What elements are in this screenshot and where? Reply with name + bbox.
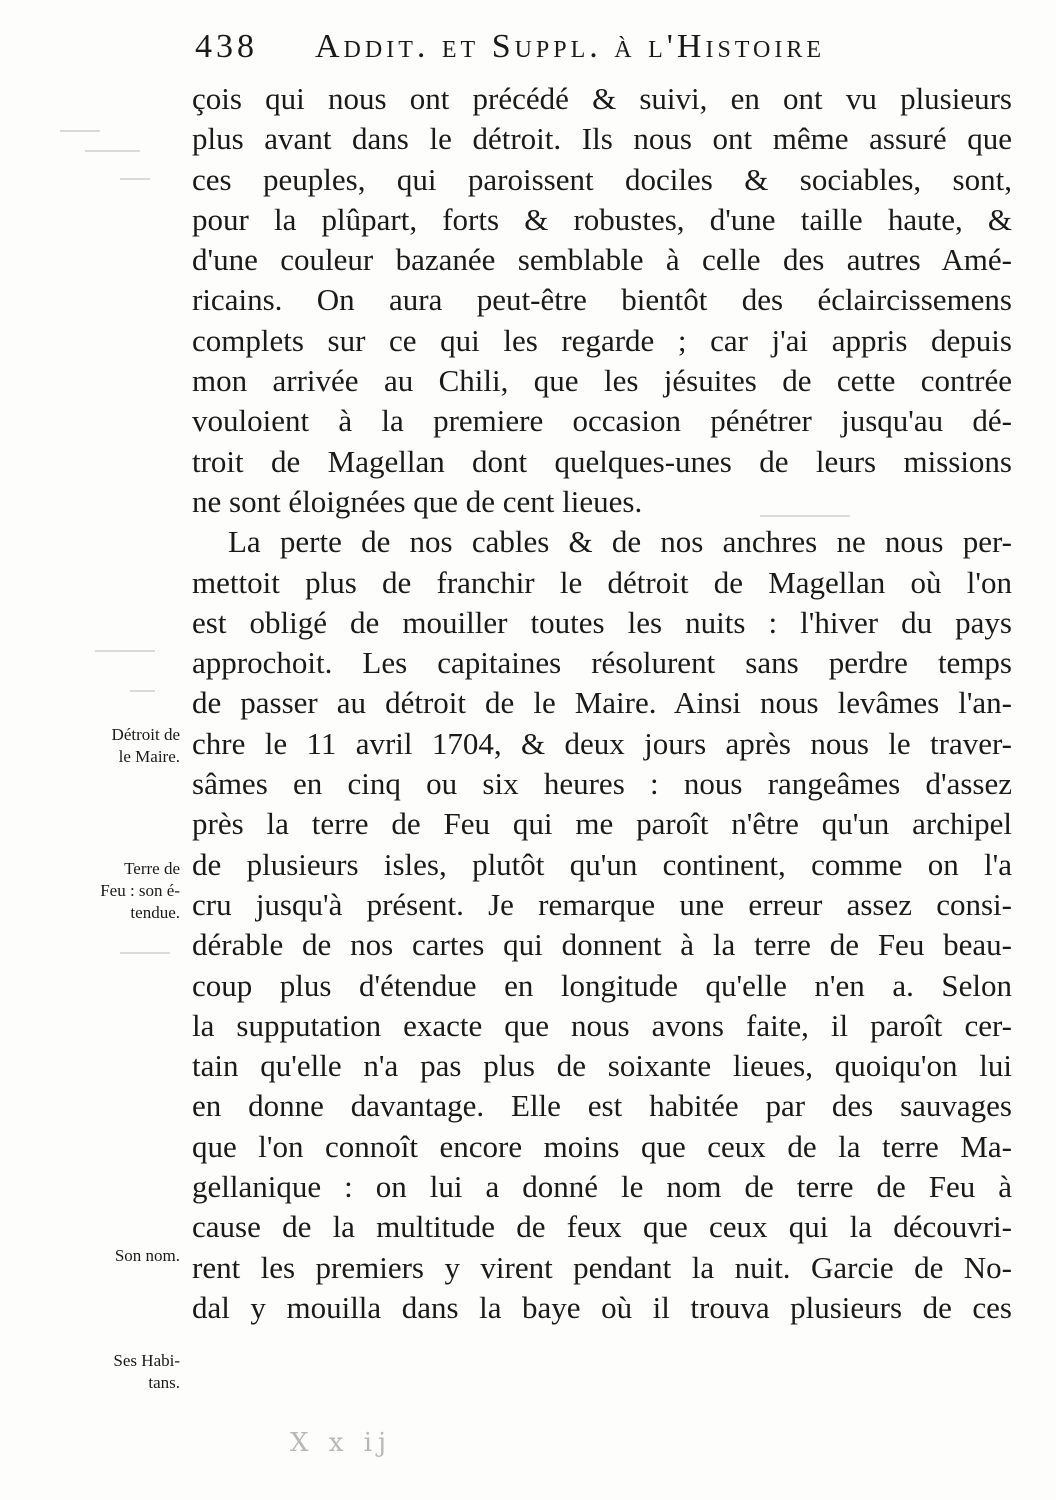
running-title: Addit. et Suppl. à l'Histoire [315,28,826,65]
margin-note-line: tendue. [130,903,180,922]
text-line: mettoit plus de franchir le détroit de Magellan où l'on [192,564,1012,600]
text-line: çois qui nous ont précédé & suivi, en ont vu plusieurs [192,81,1012,116]
body-text [192,79,1012,1328]
margin-note-line: tans. [148,1373,180,1392]
text-line: gellanique : on lui a donné le nom de terre de Feu à [192,1169,1012,1205]
margin-note-detroit [58,724,180,768]
text-line: de plusieurs isles, plutôt qu'un continent, comme on l'a [192,846,1012,882]
text-line: rent les premiers y virent pendant la nuit. Garcie de No- [192,1249,1012,1285]
text-line: tain qu'elle n'a pas plus de soixante lieues, quoiqu'on lui [192,1048,1012,1084]
text-line: cru jusqu'à présent. Je remarque une erreur assez consi- [192,886,1012,922]
text-line: ne sont éloignées que de cent lieues. [192,483,643,519]
text-line: plus avant dans le détroit. Ils nous ont même assuré que [192,121,1012,157]
text-line: mon arrivée au Chili, que les jésuites de cette contrée [192,363,1012,399]
margin-note-line: Détroit de [111,725,180,744]
margin-note-terre-de-feu [58,858,180,924]
text-line: vouloient à la premiere occasion pénétrer jusqu'au dé- [192,403,1012,439]
text-line: chre le 11 avril 1704, & deux jours après nous le traver- [192,725,1012,761]
text-line: que l'on connoît encore moins que ceux de la terre Ma- [192,1128,1012,1164]
text-line: dal y mouilla dans la baye où il trouva plusieurs de ces [192,1289,1012,1325]
text-line: cause de la multitude de feux que ceux qui la découvri- [192,1209,1012,1245]
text-line: dérable de nos cartes qui donnent à la terre de Feu beau- [192,927,1012,963]
text-line: approchoit. Les capitaines résolurent sans perdre temps [192,645,1012,681]
text-line: en donne davantage. Elle est habitée par des sauvages [192,1088,1012,1124]
paragraph-start-line: La perte de nos cables & de nos anchres ne nous per- [228,524,1012,560]
margin-note-line: Son nom. [114,1246,180,1265]
signature-mark: X x ij [290,1428,393,1458]
margin-note-habitans [58,1350,180,1394]
text-line: est obligé de mouiller toutes les nuits : l'hiver du pays [192,604,1012,640]
margin-note-son-nom [58,1245,180,1267]
text-line: de passer au détroit de le Maire. Ainsi nous levâmes l'an- [192,685,1012,721]
page-number: 438 [195,28,258,65]
margin-note-line: Ses Habi- [113,1351,180,1370]
page-header [195,28,985,74]
text-line: pour la plûpart, forts & robustes, d'une taille haute, & [192,201,1012,237]
margin-note-line: Feu : son é- [100,881,180,900]
text-line: ces peuples, qui paroissent dociles & sociables, sont, [192,161,1012,197]
text-line: près la terre de Feu qui me paroît n'être qu'un archipel [192,806,1012,842]
text-line: coup plus d'étendue en longitude qu'elle n'en a. Selon [192,967,1012,1003]
text-line: la supputation exacte que nous avons faite, il paroît cer- [192,1007,1012,1043]
margin-note-line: Terre de [124,859,180,878]
text-line: troit de Magellan dont quelques-unes de leurs missions [192,443,1012,479]
text-line: ricains. On aura peut-être bientôt des éclaircissemens [192,282,1012,318]
text-line: sâmes en cinq ou six heures : nous rangeâmes d'assez [192,766,1012,802]
text-line: d'une couleur bazanée semblable à celle des autres Amé- [192,242,1012,278]
text-line: complets sur ce qui les regarde ; car j'ai appris depuis [192,322,1012,358]
margin-note-line: le Maire. [118,747,180,766]
